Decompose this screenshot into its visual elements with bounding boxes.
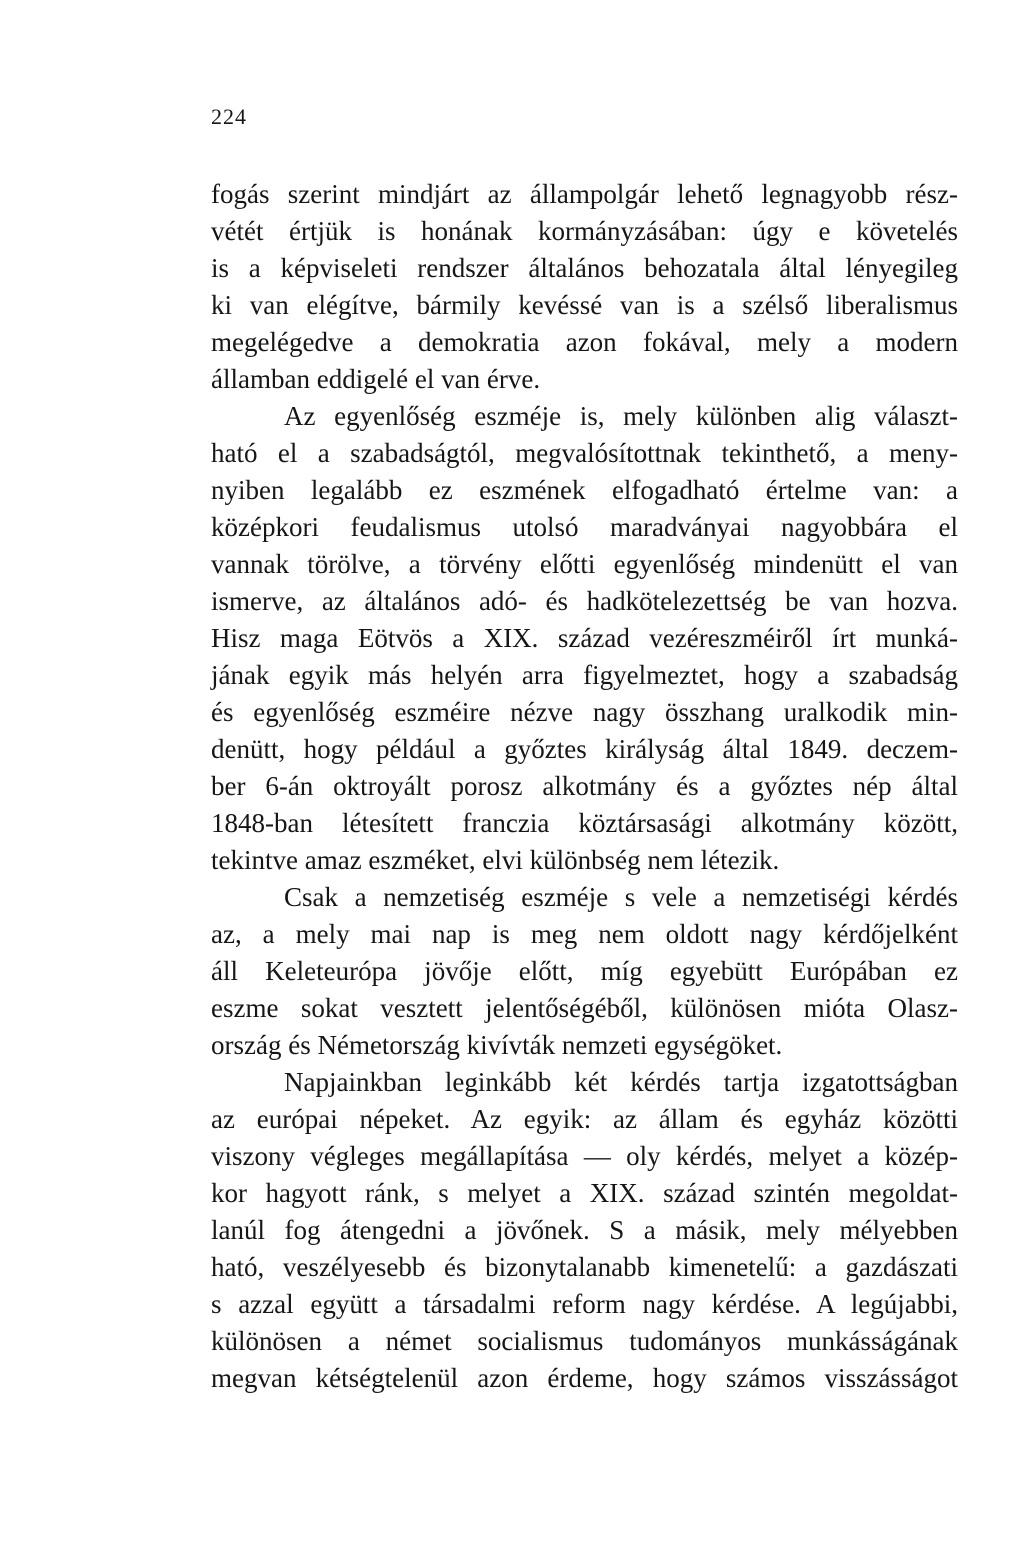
text-line: ber 6-án oktroyált porosz alkotmány és a győztes nép által [211, 771, 958, 801]
text-line: tekintve amaz eszméket, elvi különbség nem létezik. [211, 845, 780, 875]
body-text [211, 176, 958, 1397]
text-line: megvan kétségtelenül azon érdeme, hogy számos visszásságot [211, 1363, 958, 1393]
text-line: az európai népeket. Az egyik: az állam és egyház közötti [211, 1104, 958, 1134]
text-line: vannak törölve, a törvény előtti egyenlőség mindenütt el van [211, 549, 958, 579]
text-line: ismerve, az általános adó- és hadkötelezettség be van hozva. [211, 586, 958, 616]
text-line: eszme sokat vesztett jelentőségéből, különösen mióta Olasz- [211, 993, 958, 1023]
text-line: vétét értjük is honának kormányzásában: úgy e követelés [211, 216, 958, 246]
text-line: különösen a német socialismus tudományos munkásságának [211, 1326, 958, 1356]
text-line: s azzal együtt a társadalmi reform nagy kérdése. A legújabbi, [211, 1289, 958, 1319]
text-line: ható el a szabadságtól, megvalósítottnak tekinthető, a meny- [211, 438, 958, 468]
text-line: kor hagyott ránk, s melyet a XIX. század szintén megoldat- [211, 1178, 958, 1208]
paragraph-first-line: Csak a nemzetiség eszméje s vele a nemzetiségi kérdés [284, 882, 958, 912]
text-line: és egyenlőség eszméire nézve nagy összhang uralkodik min- [211, 697, 958, 727]
text-line: ki van elégítve, bármily kevéssé van is a szélső liberalismus [211, 290, 958, 320]
text-line: az, a mely mai nap is meg nem oldott nagy kérdőjelként [211, 919, 958, 949]
text-line: viszony végleges megállapítása — oly kérdés, melyet a közép- [211, 1141, 958, 1171]
text-line: Hisz maga Eötvös a XIX. század vezéreszméiről írt munká- [211, 623, 958, 653]
text-line: ország és Németország kivívták nemzeti egységöket. [211, 1030, 783, 1060]
text-line: 1848-ban létesített franczia köztársasági alkotmány között, [211, 808, 958, 838]
text-line: nyiben legalább ez eszmének elfogadható értelme van: a [211, 475, 958, 505]
text-line: középkori feudalismus utolsó maradványai nagyobbára el [211, 512, 958, 542]
text-line: áll Keleteurópa jövője előtt, míg egyebütt Európában ez [211, 956, 958, 986]
paragraph-first-line: Az egyenlőség eszméje is, mely különben alig választ- [284, 401, 958, 431]
text-line: denütt, hogy például a győztes királyság által 1849. deczem- [211, 734, 958, 764]
text-line: fogás szerint mindjárt az állampolgár lehető legnagyobb rész- [211, 179, 958, 209]
text-line: jának egyik más helyén arra figyelmeztet, hogy a szabadság [211, 660, 958, 690]
text-line: megelégedve a demokratia azon fokával, mely a modern [211, 327, 958, 357]
paragraph-first-line: Napjainkban leginkább két kérdés tartja izgatottságban [284, 1067, 958, 1097]
text-line: lanúl fog átengedni a jövőnek. S a másik, mely mélyebben [211, 1215, 958, 1245]
text-line: ható, veszélyesebb és bizonytalanabb kimenetelű: a gazdászati [211, 1252, 958, 1282]
text-line: államban eddigelé el van érve. [211, 364, 541, 394]
page-number: 224 [211, 104, 247, 129]
text-line: is a képviseleti rendszer általános behozatala által lényegileg [211, 253, 958, 283]
